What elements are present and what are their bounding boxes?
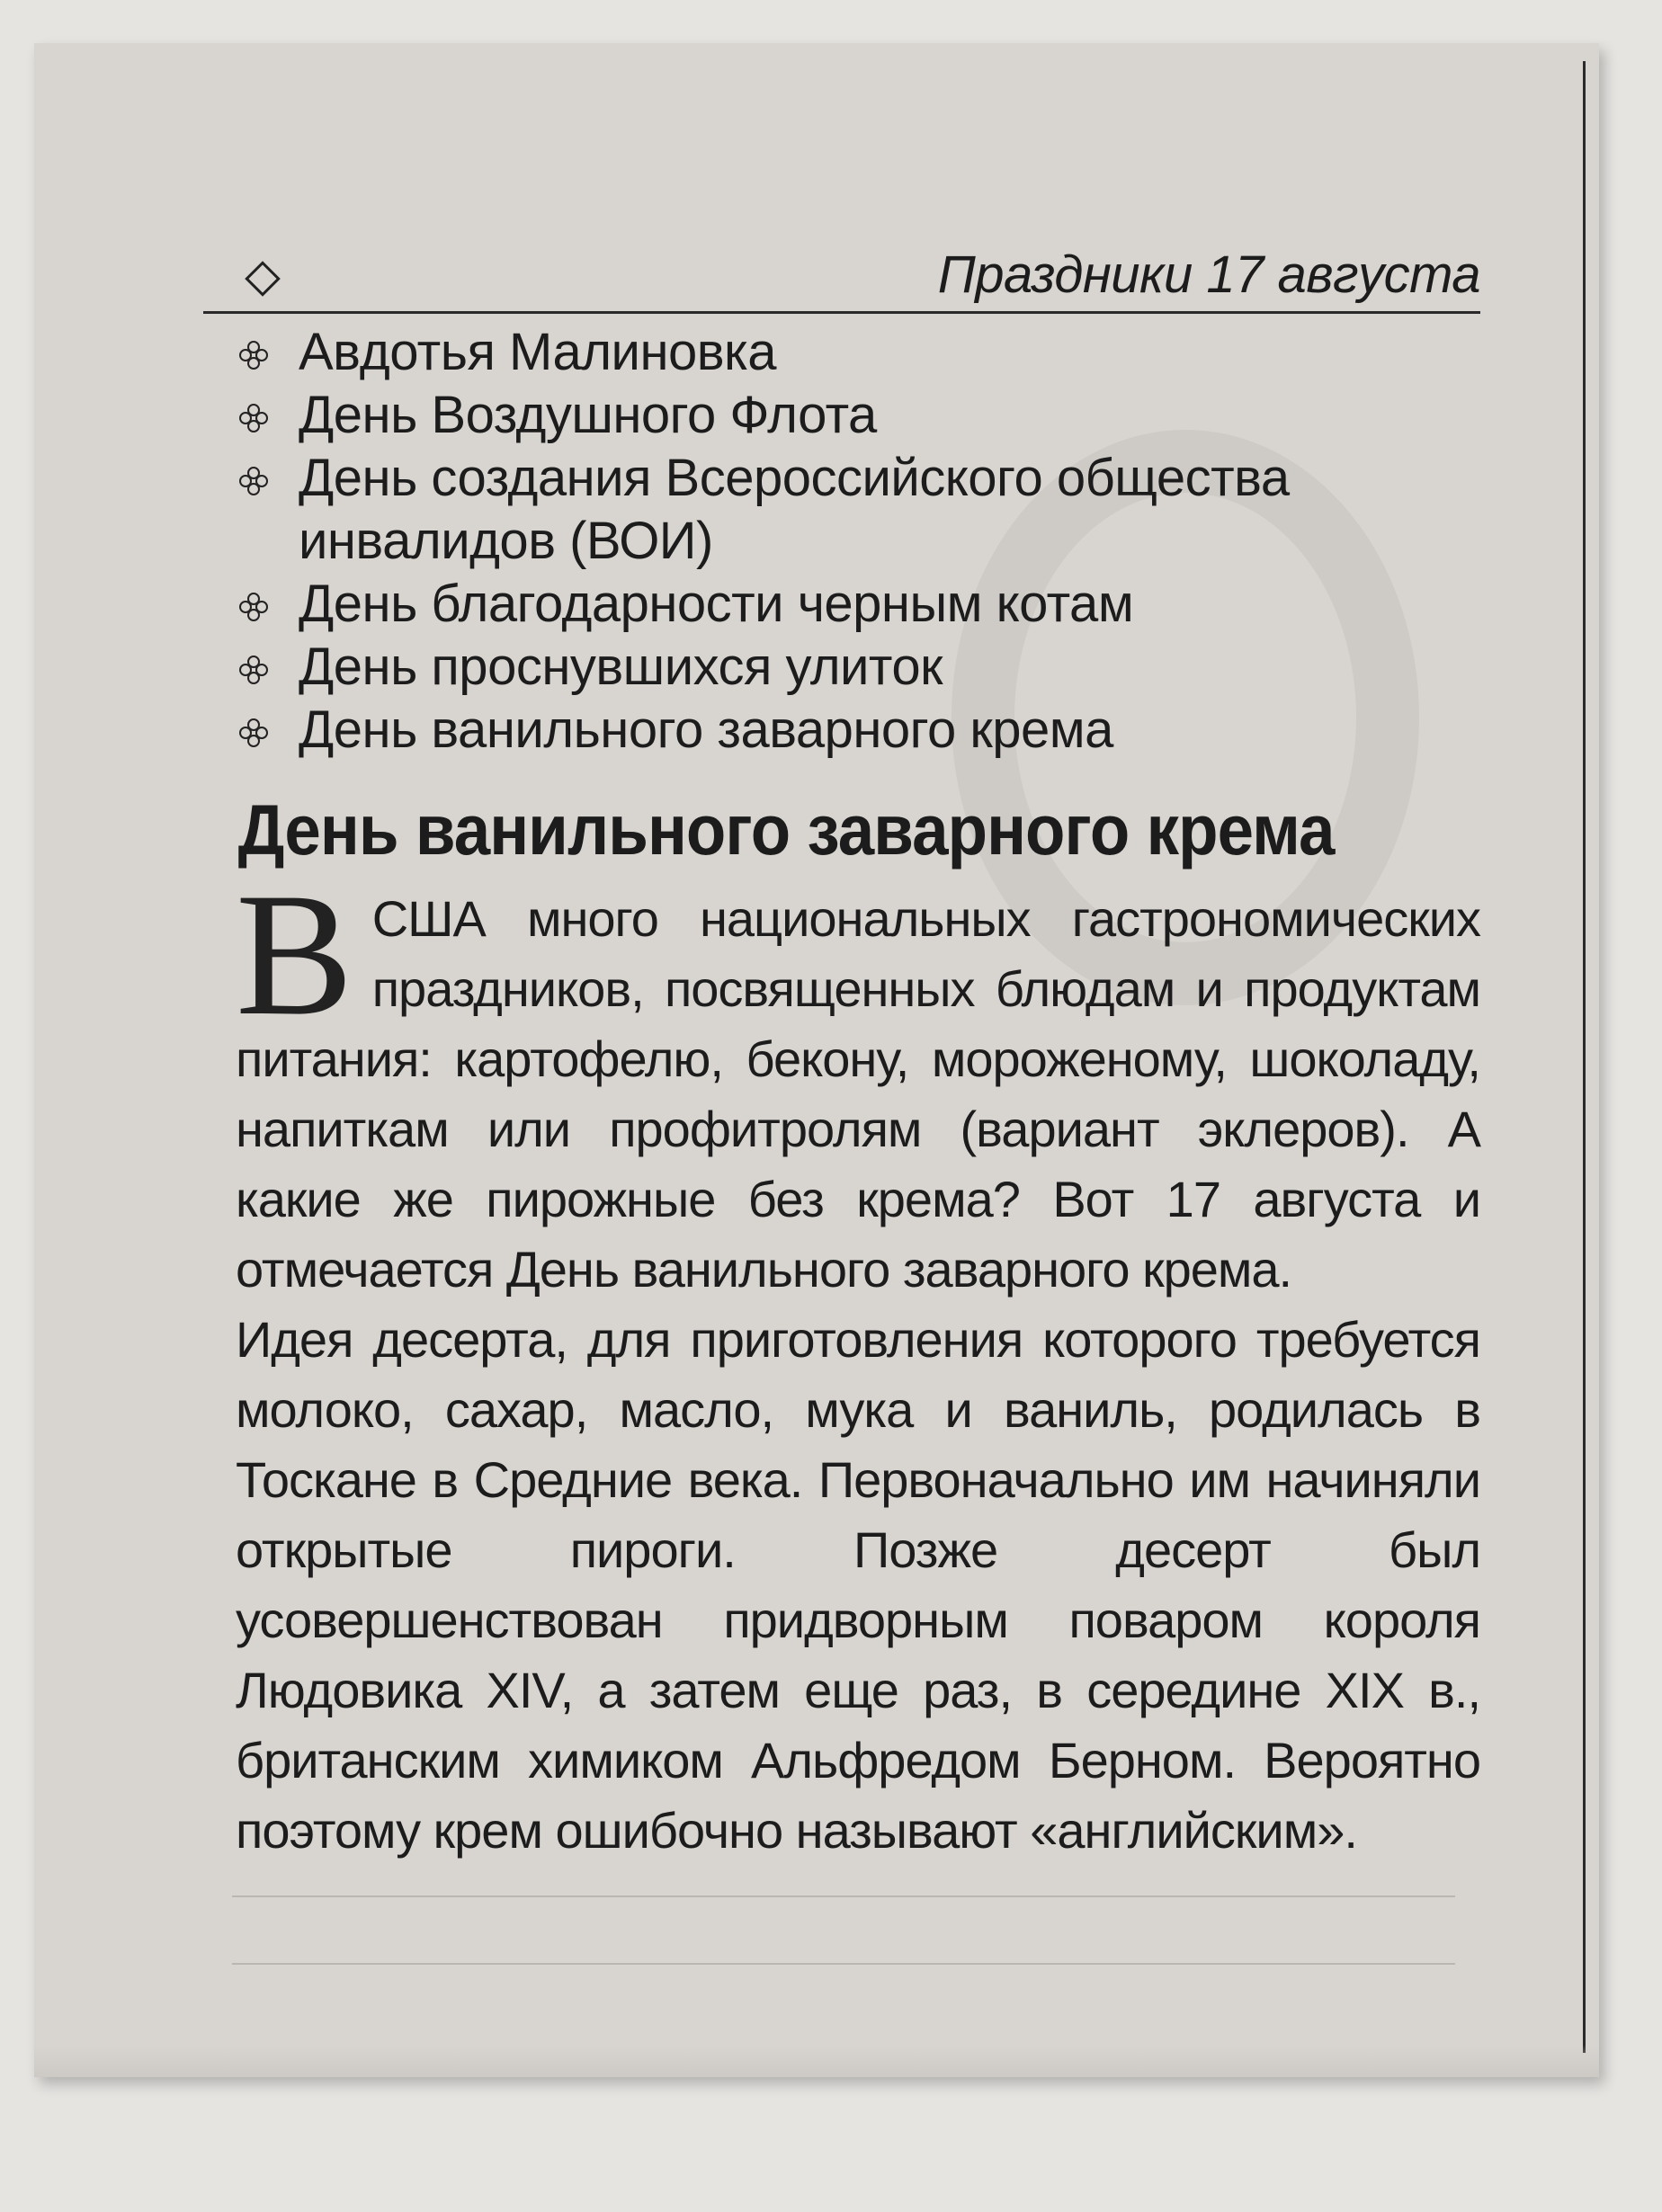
holiday-name: Авдотья Малиновка xyxy=(299,323,776,381)
holiday-name: День проснувшихся улиток xyxy=(299,638,943,696)
flower-bullet-icon xyxy=(239,656,268,684)
bleed-through-rule xyxy=(232,1895,1455,1897)
holiday-name: День Воздушного Флота xyxy=(299,386,877,444)
article-paragraph-text: США много национальных гастрономических праздников, посвященных блюдам и продуктам питания: картофелю, бекону, мороженому, шоколаду, напиткам или профитролям (вариант эклеров). А какие же пирожные без крема? Вот 17 августа и отмечается День ванильного заварного крема. xyxy=(236,890,1480,1298)
flower-bullet-icon xyxy=(239,467,268,495)
holiday-item xyxy=(232,321,1480,384)
flower-bullet-icon xyxy=(239,593,268,621)
article-paragraph xyxy=(236,1305,1480,1866)
section-header xyxy=(203,223,1480,314)
article-paragraph-text: Идея десерта, для приготовления которого требуется молоко, сахар, масло, мука и ваниль, родилась в Тоскане в Средние века. Первоначально им начиняли открытые пироги. Позже десерт был усовершенствован придворным поваром короля Людовика XIV, а затем еще раз, в середине XIX в., британским химиком Альфредом Берном. Вероятно поэтому крем ошибочно называют «английским». xyxy=(236,1311,1480,1859)
holiday-list xyxy=(203,321,1480,762)
holidays-column xyxy=(203,223,1480,1866)
holiday-item xyxy=(232,447,1480,573)
article-title: День ванильного заварного крема xyxy=(237,789,1335,870)
holiday-name: День благодарности черным котам xyxy=(299,575,1134,633)
holiday-name: День создания Всероссийского общества инвалидов (ВОИ) xyxy=(299,449,1290,570)
flower-bullet-icon xyxy=(239,341,268,370)
flower-bullet-icon xyxy=(239,718,268,747)
section-title: Праздники 17 августа xyxy=(937,245,1480,304)
holiday-item xyxy=(232,573,1480,636)
holiday-item xyxy=(232,699,1480,762)
flower-bullet-icon xyxy=(239,404,268,433)
article-body xyxy=(203,857,1480,1866)
holiday-name: День ванильного заварного крема xyxy=(299,700,1113,759)
holiday-item xyxy=(232,636,1480,699)
newspaper-clipping xyxy=(34,43,1599,2077)
diamond-icon xyxy=(245,261,281,297)
holiday-item xyxy=(232,384,1480,447)
drop-cap: В xyxy=(236,857,353,1052)
article-paragraph xyxy=(236,857,1480,1305)
bleed-through-rule xyxy=(232,1963,1455,1965)
clipping-edge-line xyxy=(1583,61,1586,2053)
